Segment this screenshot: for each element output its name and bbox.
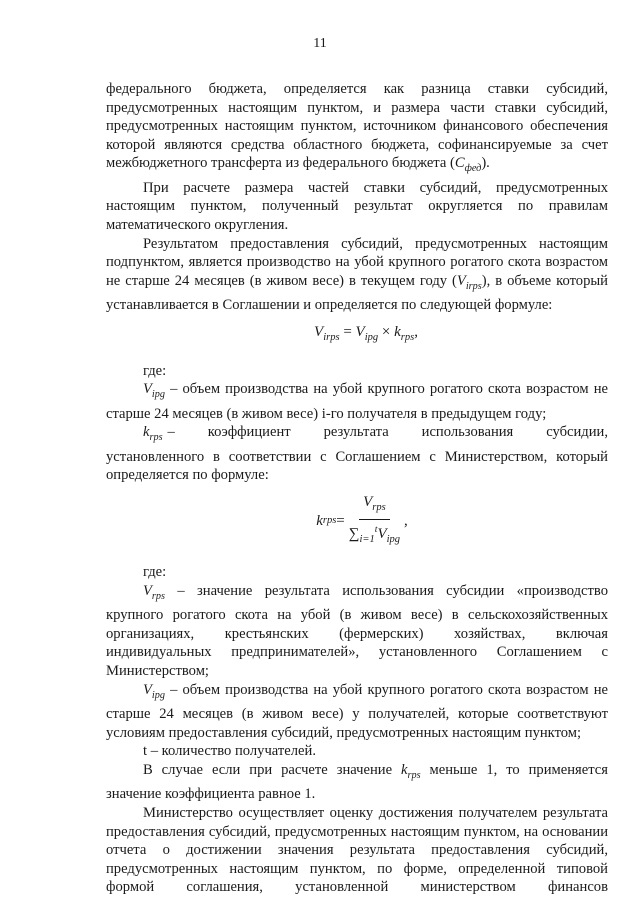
paragraph-2: При расчете размера частей ставки субсидий, предусмотренных настоящим пунктом, полученный результат округляется по правилам математического округления. xyxy=(106,179,608,234)
formula-k-rps: k rps = $\frac{V_{rps}}{\sum_{i=1}^tV_{ipg}}$ , xyxy=(106,493,608,549)
paragraph-4-text-b: меньше 1, то применяется значение коэффициента равное 1. xyxy=(106,761,608,803)
paragraph-4-text-a: В случае если при расчете значение xyxy=(143,761,402,778)
definition-v-rps xyxy=(106,582,608,681)
paragraph-4 xyxy=(106,761,608,804)
paragraph-3 xyxy=(106,235,608,315)
definition-v-ipg-1-text: – объем производства на убой крупного рогатого скота возрастом не старше 24 месяцев (в живом весе) i-го получателя в предыдущем году; xyxy=(106,381,608,422)
page-number: 11 xyxy=(313,36,327,51)
paragraph-1 xyxy=(106,80,608,179)
definition-v-ipg-1 xyxy=(106,380,608,423)
k-rps-symbol-2: $k_{rps}$ xyxy=(401,761,421,781)
definition-v-rps-text: – значение результата использования субсидии «производство крупного рогатого скота на убой (в живом весе) в сельскохозяйственных организациях, крестьянских (фермерских) хозяйствах, включая индивидуальных предпринимателей», установленного Соглашением с Министерством; xyxy=(106,582,608,679)
v-ipg-symbol: $V_{ipg}$ xyxy=(143,381,165,401)
v-rps-symbol: $V_{rps}$ xyxy=(143,582,165,602)
paragraph-5: Министерство осуществляет оценку достижения получателем результата предоставления субсидий, предусмотренных настоящим пунктом, на основании отчета о достижении значения результата предоставления субсидий, предусмотренных настоящим пунктом, по форме, определенной типовой формой соглашения, установленной министерством финансов xyxy=(106,804,608,896)
definition-k-rps xyxy=(106,423,608,485)
definition-v-ipg-2 xyxy=(106,681,608,743)
where-label-1: где: xyxy=(143,362,167,379)
fraction-denominator: $\sum_{i=1}^tV_{ipg}$ xyxy=(348,523,401,545)
paragraph-3-text: Результатом предоставления субсидий, предусмотренных настоящим подпунктом, является производство на убой крупного рогатого скота возрастом не старше 24 месяцев (в живом весе) в текущем году ( xyxy=(106,235,608,289)
k-rps-symbol: $k_{rps}$ xyxy=(143,424,163,444)
where-label-2: где: xyxy=(143,564,167,581)
c-fed-symbol: $С_{фед}$ xyxy=(454,155,482,175)
v-ipg-symbol-2: $V_{ipg}$ xyxy=(143,681,165,701)
document-body xyxy=(106,80,608,897)
fraction-numerator: $V_{rps}$ xyxy=(359,493,390,520)
paragraph-1-end: ). xyxy=(481,155,490,172)
paragraph-1-text: федерального бюджета, определяется как разница ставки субсидий, предусмотренных настоящим пунктом, и размера части ставки субсидий, предусмотренных настоящим пунктом, источником финансового обеспечения которой являются средства областного бюджета, софинансируемые за счет межбюджетного трансферта из федерального бюджета ( xyxy=(106,81,608,172)
definition-t: t – количество получателей. xyxy=(143,743,316,760)
definition-v-ipg-2-text: – объем производства на убой крупного рогатого скота возрастом не старше 24 месяцев (в живом весе) у получателей, которые соответствуют условиям предоставления субсидий, предусмотренных настоящим пунктом; xyxy=(106,681,608,741)
paragraph-3-end: ), в объеме который устанавливается в Соглашении и определяется по следующей формуле: xyxy=(106,272,608,314)
fraction xyxy=(349,493,400,549)
formula-v-irps: $V_{irps} = V_{ipg} \times k_{rps}$, xyxy=(314,323,418,343)
definition-k-rps-line1: – коэффициент результата использования субсидии, xyxy=(167,424,608,441)
definition-k-rps-rest: установленного в соответствии с Соглашением с Министерством, который определяется по формуле: xyxy=(106,448,608,484)
v-irps-symbol: $V_{irps}$ xyxy=(456,272,482,292)
